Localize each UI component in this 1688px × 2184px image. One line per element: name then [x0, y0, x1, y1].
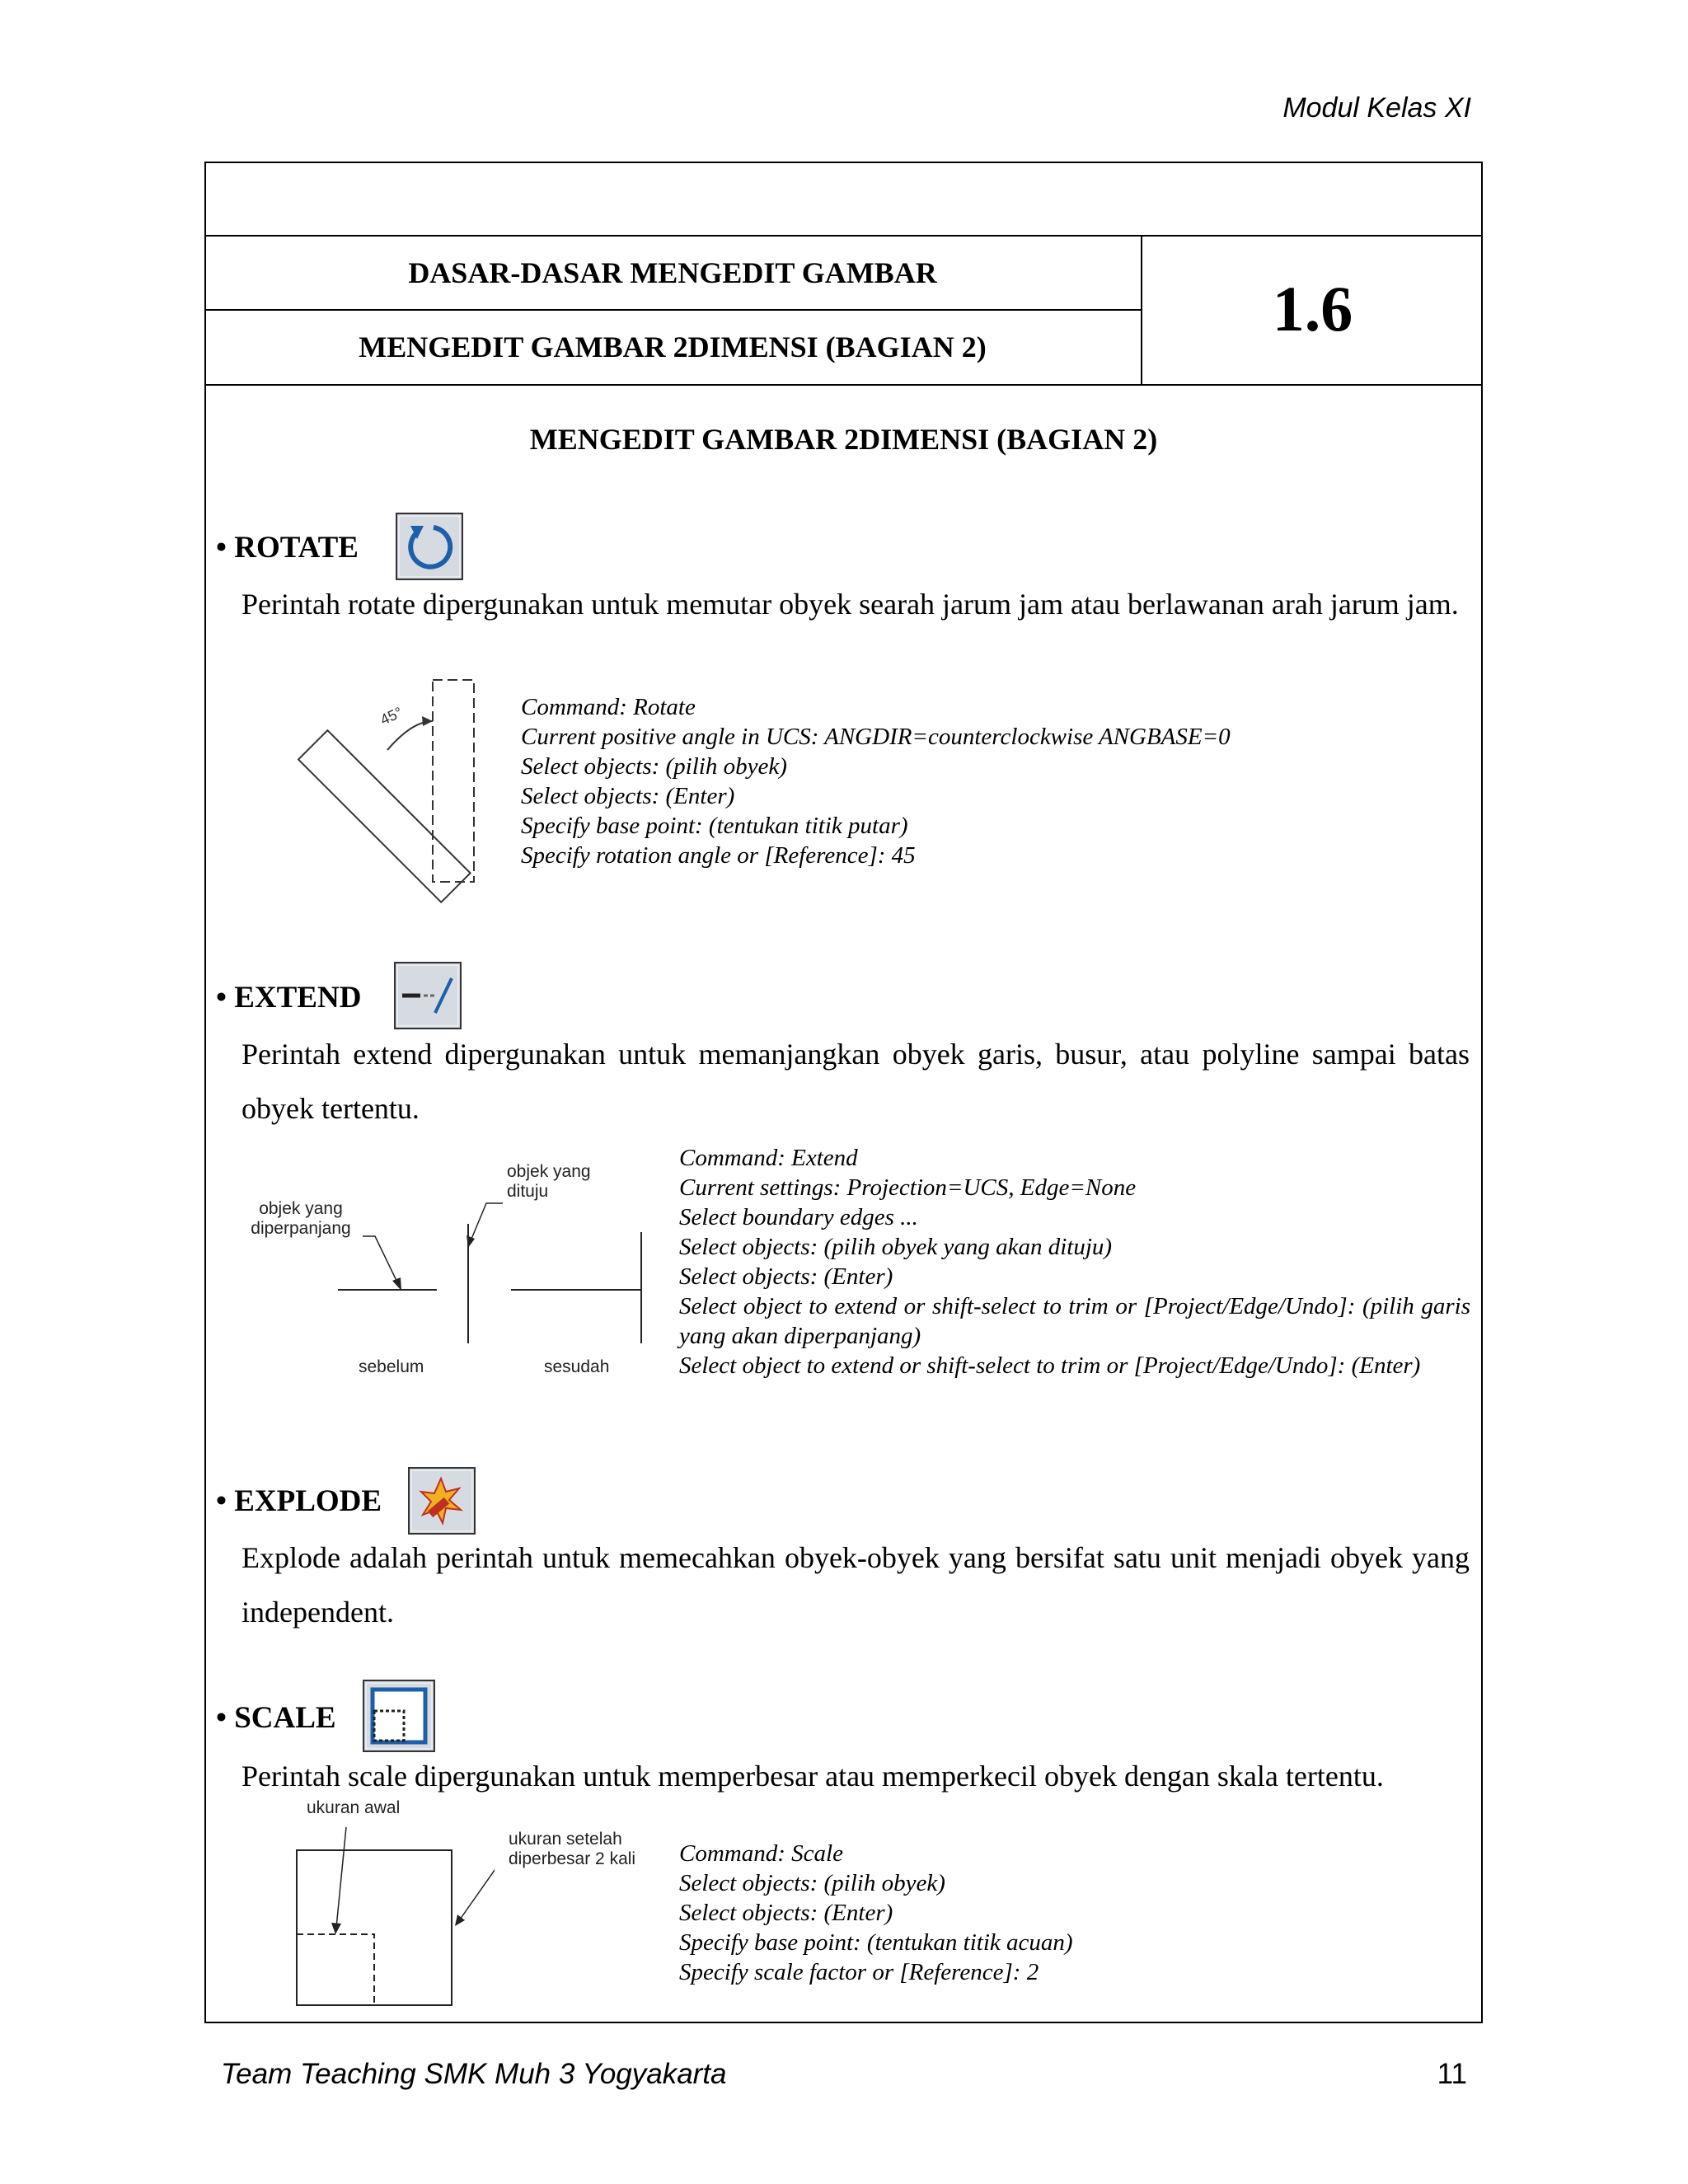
- command-line: Select objects: (Enter): [521, 783, 735, 809]
- command-line: Select boundary edges ...: [679, 1204, 918, 1230]
- explode-description: Explode adalah perintah untuk memecahkan obyek-obyek yang bersifat satu unit menjadi obyek yang independent.: [241, 1541, 1470, 1629]
- divider: [204, 309, 1142, 311]
- explode-icon: [408, 1467, 476, 1539]
- original-size-label: ukuran awal: [307, 1798, 401, 1817]
- extend-heading: • EXTEND: [216, 981, 362, 1015]
- scale-description: Perintah scale dipergunakan untuk memperbesar atau memperkecil obyek dengan skala tertentu.: [241, 1760, 1384, 1793]
- extend-description: Perintah extend dipergunakan untuk memanjangkan obyek garis, busur, atau polyline sampai batas obyek tertentu.: [241, 1038, 1470, 1125]
- explode-heading-label: EXPLODE: [234, 1484, 382, 1518]
- chapter-number: 1.6: [1272, 273, 1353, 344]
- extend-command-list: [679, 1143, 1470, 1380]
- rotate-icon: [396, 513, 463, 584]
- scale-heading: • SCALE: [216, 1701, 336, 1735]
- footer-author: Team Teaching SMK Muh 3 Yogyakarta: [221, 2058, 727, 2090]
- scale-icon: [363, 1680, 435, 1756]
- command-line: Select objects: (Enter): [679, 1263, 893, 1290]
- command-line: Select objects: (Enter): [679, 1900, 893, 1926]
- command-line: Specify rotation angle or [Reference]: 45: [521, 842, 916, 869]
- command-line: Select objects: (pilih obyek): [679, 1870, 945, 1896]
- angle-label: 45°: [377, 703, 406, 729]
- subchapter-title: MENGEDIT GAMBAR 2DIMENSI (BAGIAN 2): [359, 330, 987, 363]
- explode-heading: • EXPLODE: [216, 1484, 382, 1518]
- command-line: Select objects: (pilih obyek): [521, 753, 787, 780]
- extended-object-label: objek yang diperpanjang: [251, 1199, 351, 1238]
- command-line: Specify base point: (tentukan titik acuan): [679, 1929, 1073, 1956]
- rotate-description: Perintah rotate dipergunakan untuk memutar obyek searah jarum jam atau berlawanan arah jarum jam.: [241, 588, 1459, 621]
- page-number: 11: [1437, 2058, 1467, 2090]
- command-line: Current settings: Projection=UCS, Edge=None: [679, 1174, 1137, 1201]
- scaled-size-label: ukuran setelah diperbesar 2 kali: [509, 1830, 636, 1868]
- divider: [204, 384, 1483, 386]
- command-line: Select object to extend or shift-select to trim or [Project/Edge/Undo]: (pilih garis yang akan diperpanjang): [679, 1293, 1470, 1349]
- before-label: sebelum: [359, 1357, 424, 1376]
- command-line: Current positive angle in UCS: ANGDIR=counterclockwise ANGBASE=0: [521, 724, 1231, 750]
- scale-figure: [280, 1825, 495, 2027]
- extend-icon: [394, 962, 462, 1033]
- command-line: Select object to extend or shift-select to trim or [Project/Edge/Undo]: (Enter): [679, 1352, 1421, 1379]
- command-line: Specify base point: (tentukan titik putar): [521, 813, 908, 839]
- target-object-label: objek yang dituju: [507, 1162, 591, 1201]
- extend-heading-label: EXTEND: [234, 981, 362, 1015]
- divider: [204, 235, 1483, 237]
- after-label: sesudah: [544, 1357, 610, 1376]
- rotate-command-list: [521, 692, 1231, 870]
- rotate-figure: [297, 676, 486, 919]
- scale-command-list: [679, 1839, 1073, 1987]
- command-line: Command: Extend: [679, 1145, 858, 1171]
- command-line: Select objects: (pilih obyek yang akan dituju): [679, 1234, 1113, 1260]
- command-line: Command: Scale: [679, 1840, 843, 1867]
- scale-heading-label: SCALE: [234, 1701, 336, 1735]
- rotate-heading: • ROTATE: [216, 531, 359, 565]
- module-label: Modul Kelas XI: [1282, 92, 1471, 124]
- section-title: MENGEDIT GAMBAR 2DIMENSI (BAGIAN 2): [529, 423, 1158, 456]
- rotate-heading-label: ROTATE: [234, 531, 359, 565]
- command-line: Command: Rotate: [521, 694, 696, 720]
- chapter-title: DASAR-DASAR MENGEDIT GAMBAR: [408, 256, 937, 289]
- command-line: Specify scale factor or [Reference]: 2: [679, 1959, 1039, 1985]
